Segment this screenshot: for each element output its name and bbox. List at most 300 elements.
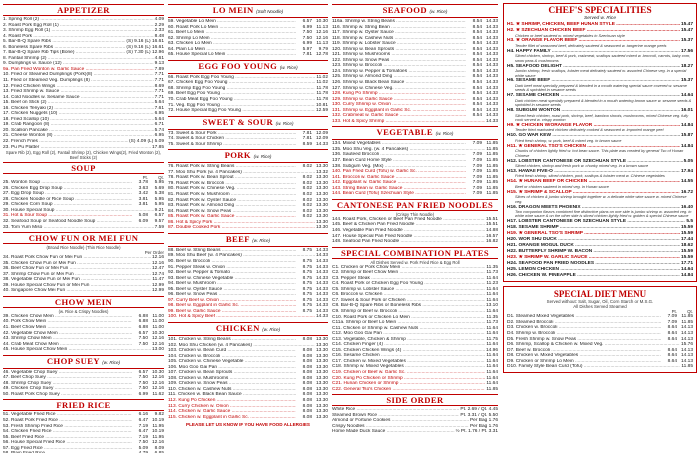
menu-item-price: 8.64 bbox=[667, 353, 677, 359]
menu-item-price-large: 14.33 bbox=[315, 264, 328, 270]
menu-item-name: 109. Chicken w. Snow Peas ..... bbox=[168, 381, 296, 387]
menu-item-price: 8.02 bbox=[302, 164, 312, 170]
section-title-lomein: LO MEIN (Soft Noodle) bbox=[168, 4, 328, 18]
menu-item-price-large: 5.69 bbox=[154, 185, 164, 191]
menu-item-name: 44. Crab Meat Chow Mein ..... bbox=[3, 342, 132, 348]
menu-item-price: 15.59 bbox=[680, 249, 693, 255]
chef-item bbox=[507, 123, 693, 133]
menu-item-price: 7.50 bbox=[138, 380, 148, 386]
chef-item bbox=[507, 64, 693, 78]
menu-item-name: 57. Egg Fried Rice ..... bbox=[3, 446, 132, 452]
vegetable-list bbox=[332, 141, 498, 196]
menu-item-name: 115. Chicken w. Eggplant in Garlic Sc. ..... bbox=[168, 415, 296, 421]
section-title-sweetsour: SWEET & SOUR (w. Rice) bbox=[168, 116, 328, 130]
menu-item-name: H25. LEMON CHICKEN ..... bbox=[507, 267, 680, 273]
menu-item-price-large: 5.95 bbox=[154, 180, 164, 186]
menu-item-name: 90. Beef w. Broccoli ..... bbox=[168, 259, 296, 265]
menu-item-price: 15.47 bbox=[680, 22, 693, 27]
menu-item-price-large: 12.16 bbox=[151, 336, 164, 342]
menu-item-price: 11.35 bbox=[486, 314, 498, 320]
menu-item-name: 62. Shrimp Lo Mein ..... bbox=[168, 36, 296, 42]
menu-item-name: 28. Chicken Noodle or Rice Soup ..... bbox=[3, 197, 132, 203]
menu-item-price: 8.75 bbox=[302, 281, 312, 287]
menu-item-name: 105. Chicken w. Chinese Vegetable ..... bbox=[168, 359, 296, 365]
menu-item-price: 7.50 bbox=[138, 386, 148, 392]
menu-item-price-large: 11.00 bbox=[152, 324, 164, 330]
menu-item-price: 11.64 bbox=[486, 358, 498, 364]
menu-item-name: 63. Chicken Lo Mein ..... bbox=[168, 41, 296, 47]
menu-item-price: 6.88 bbox=[138, 313, 148, 319]
sweetsour-list bbox=[168, 131, 328, 148]
menu-item-price-large: 11.85 bbox=[681, 314, 693, 320]
chef-item-description: Sliced fresh chicken, roast pork, shrimp, beef, bamboo shoots, mushrooms, mixed Chinese veg. fully cook served w. crispy wonton bbox=[515, 112, 689, 122]
menu-item-name: 87. Double Cooked Pork ..... bbox=[168, 225, 315, 231]
chef-item bbox=[507, 237, 693, 243]
cantonese-section bbox=[332, 199, 498, 245]
menu-item-name: C11a. Shrimp or Beef Lo Mein ..... bbox=[332, 320, 485, 326]
menu-item-name: 68. Shrimp Egg Foo Young ..... bbox=[168, 86, 315, 92]
menu-item-price: 8.64 bbox=[667, 358, 677, 364]
eggfoo-list bbox=[168, 75, 328, 114]
menu-item-price-large: 14.13 bbox=[680, 347, 693, 353]
menu-item-price: 7.09 bbox=[667, 314, 677, 320]
menu-item-name: D8. Chicken w. Mixed Vegetables ..... bbox=[507, 353, 661, 359]
menu-item-price: 6.47 bbox=[138, 429, 148, 435]
chopsuey-list bbox=[3, 370, 164, 398]
menu-item-price-large: 12.09 bbox=[315, 136, 328, 142]
menu-item-price: 8.75 bbox=[302, 258, 312, 264]
menu-item-name: C17. Chicken w. Mixed Vegetables ..... bbox=[332, 359, 485, 365]
chopsuey-section bbox=[3, 355, 164, 398]
menu-item-name: 94. Beef w. Mushroom ..... bbox=[168, 281, 296, 287]
menu-item-name: C22. General Tso's Chicken ..... bbox=[332, 387, 485, 393]
section-title-chicken: CHICKEN (w. Rice) bbox=[168, 322, 328, 336]
menu-item-price: 7.09 bbox=[472, 163, 482, 169]
menu-item-price: 11.64 bbox=[486, 364, 498, 370]
menu-item-name: H12. LOBSTER CANTONESE OR SZECHUAN STYLE ..... bbox=[507, 159, 683, 165]
menu-item-price-large: 13.30 bbox=[315, 364, 328, 370]
menu-item-price-large: 8.09 bbox=[154, 445, 164, 451]
menu-item-price: 7.81 bbox=[302, 52, 312, 58]
menu-item-price: 8.54 bbox=[472, 96, 482, 102]
menu-item-price: 14.84 bbox=[680, 273, 693, 279]
menu-item-name: C19. Chicken or Beef w. Garlic Sc. ..... bbox=[332, 370, 485, 376]
menu-item bbox=[3, 288, 164, 294]
menu-item-name: D3. Chicken w. Broccoli ..... bbox=[507, 325, 661, 331]
menu-item-name: 131. Shrimp w. Eggplant in Garlic Sc. ..... bbox=[332, 108, 466, 114]
menu-item-price: 13.30 bbox=[315, 225, 328, 231]
menu-item-name: 21. Cheese Wonton (8) ..... bbox=[3, 133, 154, 139]
menu-item-price-large: 14.33 bbox=[485, 80, 498, 86]
menu-item-price: 11.64 bbox=[486, 353, 498, 359]
menu-item-price: 11.47 bbox=[152, 277, 164, 283]
menu-item-price: 7.09 bbox=[472, 180, 482, 186]
menu-item-price-large: 12.09 bbox=[315, 130, 328, 136]
menu-item-name: 121. Shrimp w. Mushrooms ..... bbox=[332, 52, 466, 58]
menu-item-price-large: 12.16 bbox=[151, 341, 164, 347]
menu-item-price-large: 14.13 bbox=[680, 336, 693, 342]
menu-item-name: 65. House Special Lo Mein ..... bbox=[168, 52, 296, 58]
menu-item-price-large: 11.85 bbox=[486, 158, 498, 164]
menu-item-price: 13.10 bbox=[485, 303, 498, 309]
menu-item-price: 15.76 bbox=[680, 342, 693, 348]
menu-item-name: H8. SUBGUM WONTON ..... bbox=[507, 108, 680, 114]
menu-item-name: 11. Fried or Steamed Veg. Dumplings (8) ..... bbox=[3, 78, 154, 84]
menu-item-price-large: 13.30 bbox=[315, 375, 328, 381]
menu-item bbox=[507, 364, 693, 370]
menu-item-name: 23. Pu Pu Platter ..... bbox=[3, 145, 151, 151]
chef-item-description: Beef or chicken sauteed in mixed veg. in Hunan sauce bbox=[515, 183, 609, 189]
menu-item bbox=[507, 225, 693, 231]
menu-item-price-large: 12.78 bbox=[315, 52, 328, 58]
menu-item-price-large: 14.33 bbox=[485, 41, 498, 47]
menu-item-name: 108. Chicken w. Mushrooms ..... bbox=[168, 376, 296, 382]
menu-item-name: 22. French Fries ..... bbox=[3, 139, 128, 145]
menu-item-name: D9. Chicken or Shrimp Lo Mein ..... bbox=[507, 359, 661, 365]
menu-item-price: 8.75 bbox=[302, 297, 312, 303]
chowfun-perorder: Per Order bbox=[144, 250, 164, 256]
menu-item-name: 61. Beef Lo Mein ..... bbox=[168, 30, 296, 36]
menu-item-name: H4. HAPPY FAMILY ..... bbox=[507, 49, 680, 55]
menu-item bbox=[507, 255, 693, 261]
menu-item-price: 11.78 bbox=[316, 85, 328, 91]
section-title-combo: SPECIAL COMBINATION PLATES bbox=[332, 247, 498, 259]
menu-item-name: 143. String Bean w. Garlic Sauce ..... bbox=[332, 186, 466, 192]
menu-item-name: 73. Sweet & Sour Pork ..... bbox=[168, 131, 296, 137]
menu-item-name: 34. Roast Pork Chow Fun or Mei Fun ..... bbox=[3, 255, 151, 261]
menu-item-price: 8.08 bbox=[302, 397, 312, 403]
menu-item-price: 5.09 bbox=[138, 445, 148, 451]
menu-item-price: Pt. 2.69 / Qt. 4.45 bbox=[460, 407, 498, 413]
menu-item-name: 3. Shrimp Egg Roll (1) ..... bbox=[3, 28, 154, 34]
menu-item-price-large: 14.33 bbox=[485, 24, 498, 30]
menu-item-price: 5.97 bbox=[302, 46, 312, 52]
chef-item bbox=[507, 169, 693, 179]
menu-item-name: 66. Roast Pork Egg Foo Young ..... bbox=[168, 75, 315, 81]
menu-item-name: 9a. Pan Fried Wonton w. Garlic Sauce ..... bbox=[3, 67, 154, 73]
menu-item-name: 27. Egg Drop Soup ..... bbox=[3, 191, 132, 197]
section-title-side: SIDE ORDER bbox=[332, 394, 498, 406]
menu-item-name: 16. Chicken Teriyaki (2) ..... bbox=[3, 106, 154, 112]
menu-item-price: 14.64 bbox=[680, 267, 693, 273]
menu-item-name: D1. Steamed Mixed Vegetables ..... bbox=[507, 314, 661, 320]
menu-item-price: 4.09 bbox=[154, 17, 164, 22]
menu-item-price-large: 11.13 bbox=[316, 24, 328, 30]
menu-item-price: Per Bag 1.76 bbox=[469, 418, 498, 424]
menu-item-price: 11.23 bbox=[486, 281, 498, 287]
menu-item-name: 92. Beef w. Pepper & Tomato ..... bbox=[168, 270, 296, 276]
menu-item-price: 8.08 bbox=[302, 409, 312, 415]
menu-item-price: 7.50 bbox=[138, 336, 148, 342]
chef-item bbox=[507, 159, 693, 169]
menu-item-price: 8.08 bbox=[302, 364, 312, 370]
menu-item-name: 82. Roast Pork w. Oyster Sauce ..... bbox=[168, 198, 296, 204]
menu-item-name: 29. Chicken Corn Soup ..... bbox=[3, 202, 132, 208]
menu-item-name: D6. Shrimp, Scallop & Chicken w. Mixed Veg. ..... bbox=[507, 342, 680, 348]
section-title-appetizer: APPETIZER bbox=[3, 4, 164, 16]
chef-item-description: Fried fresh shrimp, w. pork, beef & mixed veg. in brown sauce bbox=[515, 137, 622, 143]
menu-item-price: 12.16 bbox=[151, 255, 164, 261]
section-title-soup: SOUP bbox=[3, 162, 164, 174]
chef-item bbox=[507, 243, 693, 249]
chowfun-list bbox=[3, 255, 164, 294]
menu-item-price: 4.61 bbox=[154, 55, 164, 61]
menu-item-price-large: 12.16 bbox=[151, 386, 164, 392]
menu-item-price: 16.72 bbox=[680, 189, 693, 195]
menu-item-price: 8.02 bbox=[302, 192, 312, 198]
chef-item-description: Dark chicken meat specially prepared & blended in a mouth watering brown sauce w. sesame seeds & sprinkled in sesame seeds bbox=[515, 97, 692, 108]
menu-item-price-large: 14.33 bbox=[485, 74, 498, 80]
menu-item-price: 8.75 bbox=[302, 308, 312, 314]
menu-item-price: 7.71 bbox=[154, 72, 164, 78]
menu-item-price-large: 14.33 bbox=[315, 292, 328, 298]
combo-list bbox=[332, 265, 498, 393]
menu-item-name: C11. Chicken or Shrimp w. Cashew Nuts ..... bbox=[332, 326, 485, 332]
chef-item-description: Jumbo shrimp, fresh scallops, lobster meat delicately sauteed w. assorted Chinese veg. in a special white sauce bbox=[515, 68, 687, 78]
menu-item-name: H18. SESAME SHRIMP ..... bbox=[507, 225, 680, 231]
menu-item-price: 7.59 bbox=[154, 224, 164, 230]
menu-item-price: 15.51 bbox=[485, 222, 498, 228]
menu-item-price: 6.57 bbox=[302, 19, 312, 24]
menu-item-price: 14.84 bbox=[680, 122, 693, 128]
chowfun-sub: (Broad Rice Noodle) (Thin Rice Noodle) bbox=[46, 245, 121, 251]
chef-item bbox=[507, 22, 693, 28]
section-title-chopsuey: CHOP SUEY (w. Rice) bbox=[3, 355, 164, 369]
menu-item-price: 16.40 bbox=[680, 204, 693, 210]
appetizer-list bbox=[3, 17, 164, 150]
menu-item-name: 51. Vegetable Fried Rice ..... bbox=[3, 412, 132, 418]
menu-item-name: 135. Moo Shu Veg. (w. 4 Pancakes) ..... bbox=[332, 147, 485, 153]
menu-item-price: 6.16 bbox=[138, 412, 148, 418]
menu-item-price-large: 14.33 bbox=[485, 30, 498, 36]
menu-item-price-large: 14.33 bbox=[485, 91, 498, 97]
menu-item-price: 8.54 bbox=[472, 35, 482, 41]
chef-item-description: Chicken or beef sauteed w. mixed vegetables in Szechuan style bbox=[515, 32, 625, 38]
menu-item-price: 9.21 bbox=[154, 207, 164, 213]
menu-item-price-large: 14.33 bbox=[485, 46, 498, 52]
menu-item-price: 7.09 bbox=[472, 158, 482, 164]
menu-item-name: 12. Fried Chicken Wings ..... bbox=[3, 84, 154, 90]
menu-item-name: 110. Chicken w. Cashew Nuts ..... bbox=[168, 387, 296, 393]
menu-item-name: 146. Vegetable Pan Fried Noodle ..... bbox=[332, 228, 485, 234]
menu-item-price: 8.08 bbox=[302, 392, 312, 398]
menu-item-price: 8.54 bbox=[472, 68, 482, 74]
menu-item-name: 30. House Special Soup ..... bbox=[3, 208, 154, 214]
menu-item-price: 14.88 bbox=[485, 227, 498, 233]
menu-item-price-large: 13.30 bbox=[315, 336, 328, 342]
menu-item bbox=[332, 387, 498, 393]
menu-item-price: 7.19 bbox=[138, 423, 148, 429]
menu-item-name: 102. Moo Shu Chicken (w. 4 Pancakes) ..... bbox=[168, 343, 315, 349]
menu-item-name: 122. Shrimp w. Snow Peas ..... bbox=[332, 58, 466, 64]
menu-item-name: 1. Spring Roll (2) ..... bbox=[3, 17, 154, 23]
menu-column-4 bbox=[503, 3, 697, 373]
diet-menu-sub1: Served without: Salt, Sugar, Oil, Corn Starch or M.S.G. bbox=[546, 299, 654, 305]
menu-item-price: 8.64 bbox=[667, 325, 677, 331]
menu-item-price: 8.54 bbox=[472, 63, 482, 69]
menu-item-name: 31. Hot & Sour Soup ..... bbox=[3, 213, 132, 219]
menu-item-name: 117. Shrimp w. Oyster Sauce ..... bbox=[332, 30, 466, 36]
menu-item-name: C13. Vegetable, Chicken & Shrimp ..... bbox=[332, 337, 485, 343]
menu-item-name: 148. Seafood Pan Fried Noodle ..... bbox=[332, 239, 485, 245]
menu-item-price: 11.64 bbox=[486, 292, 498, 298]
menu-item bbox=[507, 243, 693, 249]
diet-menu-title: SPECIAL DIET MENU bbox=[553, 289, 647, 300]
menu-item-price-large: 5.95 bbox=[154, 196, 164, 202]
menu-item-price: Per Bag 1.76 bbox=[469, 423, 498, 429]
menu-item-price: 11.64 bbox=[486, 308, 498, 314]
menu-item-price: 11.02 bbox=[316, 80, 328, 86]
menu-item-name: 88. Beef w. String Beans ..... bbox=[168, 248, 296, 254]
seafood-section bbox=[332, 4, 498, 124]
menu-item bbox=[3, 347, 164, 353]
menu-item-name: 128. Kung Po Shrimp ..... bbox=[332, 91, 466, 97]
menu-item-name: C3. Pepper Steak ..... bbox=[332, 276, 485, 282]
cantonese-list bbox=[332, 217, 498, 245]
chef-item bbox=[507, 144, 693, 158]
menu-item-price-large: 10.19 bbox=[151, 417, 164, 423]
menu-item-name: 114. Chicken w. Garlic Sauce ..... bbox=[168, 409, 296, 415]
menu-item-name: 145. Beef & Chicken Pan Fried Noodle ..... bbox=[332, 222, 485, 228]
section-title-beef: BEEF (w. Rice) bbox=[168, 233, 328, 247]
menu-item-name: 45. House Special Chow Mein ..... bbox=[3, 347, 151, 353]
menu-item-price: 8.08 bbox=[302, 414, 312, 420]
menu-item-name: Steamed Brown Rice ..... bbox=[332, 413, 459, 419]
chef-item bbox=[507, 231, 693, 237]
menu-item-price: 8.54 bbox=[472, 19, 482, 24]
menu-item-price-large: 9.79 bbox=[318, 46, 328, 52]
menu-item-price: 8.75 bbox=[302, 303, 312, 309]
menu-item-name: 147. House Special Pan Fried Noodle ..... bbox=[332, 234, 485, 240]
menu-item-price-large: 13.30 bbox=[315, 353, 328, 359]
menu-item-name: 81. Roast Pork w. Mushroom ..... bbox=[168, 192, 296, 198]
menu-item-price: 7.71 bbox=[154, 94, 164, 100]
menu-item-price: 2.29 bbox=[154, 22, 164, 28]
menu-item-name: 83. Roast Pork w. Almond Ding ..... bbox=[168, 203, 296, 209]
menu-item-price-large: 14.33 bbox=[315, 286, 328, 292]
menu-item-name: 5. Bar-B-Q Spare Ribs ..... bbox=[3, 39, 125, 45]
menu-item-price: 15.87 bbox=[680, 133, 693, 139]
menu-item-price: 9.13 bbox=[154, 61, 164, 67]
menu-item-name: 48. Shrimp Chop Suey ..... bbox=[3, 381, 132, 387]
menu-item-price-large: 14.33 bbox=[485, 63, 498, 69]
menu-item-name: 54. Chicken Fried Rice ..... bbox=[3, 429, 132, 435]
menu-item-name: H24. SEAFOOD PAN FRIED NOODLES ..... bbox=[507, 261, 680, 267]
menu-item-name: 35. Chicken Chow Fun or Mei Fun ..... bbox=[3, 261, 151, 267]
menu-item-name: 49. Chicken Chop Suey ..... bbox=[3, 386, 132, 392]
menu-item-price: 11.73 bbox=[486, 270, 498, 276]
menu-item-price: 8.75 bbox=[302, 270, 312, 276]
menu-item-name: 56. House Special Fried Rice ..... bbox=[3, 440, 132, 446]
section-title-vegetable: VEGETABLE (w. Rice) bbox=[332, 126, 498, 140]
menu-item-name: H21. ORANGE MOGUL DUCK ..... bbox=[507, 243, 680, 249]
menu-item-price: 17.94 bbox=[680, 168, 693, 174]
chef-item bbox=[507, 28, 693, 38]
chef-item-description: Tender fillet of seasoned beef, delicately sauteed & seasoned w. tangerine orange peels bbox=[515, 42, 667, 48]
menu-item-name: 60. Roast Pork Lo Mein ..... bbox=[168, 25, 296, 31]
menu-item-price: 17.71 bbox=[680, 261, 693, 267]
menu-item-name: 50. Roast Pork Chop Suey ..... bbox=[3, 392, 132, 398]
menu-item-name: 99. Beef w. Garlic Sauce ..... bbox=[168, 309, 296, 315]
menu-item-name: Almond or Fortune Cookies ..... bbox=[332, 418, 469, 424]
side-list bbox=[332, 407, 498, 435]
menu-item-name: 46. Vegetable Chop Suey ..... bbox=[3, 370, 132, 376]
menu-item-name: White Rice ..... bbox=[332, 407, 459, 413]
menu-item-price: 11.64 bbox=[486, 325, 498, 331]
menu-item-price-large: 14.13 bbox=[680, 325, 693, 331]
menu-item-price: 7.61 bbox=[154, 105, 164, 111]
diet-list bbox=[507, 314, 693, 369]
menu-item-price: 15.59 bbox=[680, 231, 693, 237]
menu-item-name: 14. Cold Noodles w. Sesame Sauce ..... bbox=[3, 95, 154, 101]
menu-item-price: 6.09 bbox=[138, 218, 148, 224]
menu-item bbox=[507, 219, 693, 225]
menu-item-price: 7.89 bbox=[154, 66, 164, 72]
menu-item-name: 134. Mixed Vegetables ..... bbox=[332, 141, 466, 147]
menu-item-price-large: 12.16 bbox=[315, 35, 328, 41]
menu-item-price-large: 13.30 bbox=[315, 409, 328, 415]
menu-item-name: D5. Fresh Shrimp w. Snow Peas ..... bbox=[507, 337, 661, 343]
menu-item-price: 13.30 bbox=[315, 342, 328, 348]
menu-item-name: C20. Kung Po Chicken or Shrimp ..... bbox=[332, 376, 485, 382]
chef-item bbox=[507, 93, 693, 107]
menu-item-price: 14.33 bbox=[315, 253, 328, 259]
menu-item bbox=[168, 415, 328, 421]
section-title-seafood: SEAFOOD (w. Rice) bbox=[332, 4, 498, 18]
menu-item-name: 15. Beef on Stick (2) ..... bbox=[3, 100, 154, 106]
chef-item bbox=[507, 133, 693, 143]
menu-item bbox=[507, 249, 693, 255]
menu-item-name: 80. Roast Pork w. Chinese Veg. ..... bbox=[168, 186, 296, 192]
chowmein-section bbox=[3, 296, 164, 353]
soup-section bbox=[3, 162, 164, 230]
pork-list bbox=[168, 164, 328, 231]
menu-item-name: 40. Singapore Chow Mei Fun ..... bbox=[3, 288, 151, 294]
menu-item-price-large: 6.57 bbox=[154, 213, 164, 219]
menu-item-price: 7.50 bbox=[138, 375, 148, 381]
menu-item-price: 6.95 bbox=[154, 133, 164, 139]
menu-item-name: 13. Fried Shrimp w. Sauce ..... bbox=[3, 89, 154, 95]
menu-item-price-large: 14.33 bbox=[485, 19, 498, 24]
pork-section bbox=[168, 149, 328, 231]
menu-item-name: C9. Shrimp or Beef w. Broccoli ..... bbox=[332, 309, 485, 315]
menu-item-name: D4. Shrimp w. Broccoli ..... bbox=[507, 331, 661, 337]
menu-item-price: 11.73 bbox=[486, 320, 498, 326]
chef-specialities-box bbox=[503, 3, 697, 282]
menu-item-price: 8.08 bbox=[302, 381, 312, 387]
menu-item-price-large: 11.95 bbox=[152, 434, 164, 440]
menu-item-name: D2. Steamed Broccoli ..... bbox=[507, 320, 661, 326]
menu-item-name: 32. Seafood Soup or Seafood Noodle Soup ..... bbox=[3, 219, 132, 225]
menu-item-price: 18.27 bbox=[680, 63, 693, 69]
menu-item-price: 7.09 bbox=[472, 152, 482, 158]
sweetsour-section bbox=[168, 116, 328, 148]
menu-item-price: 11.85 bbox=[486, 146, 498, 152]
menu-item-name: C10. Roast Pork or Chicken Lo Mein ..... bbox=[332, 315, 485, 321]
menu-item bbox=[168, 225, 328, 231]
menu-item-price: 6.57 bbox=[138, 330, 148, 336]
menu-item-price: 6.88 bbox=[138, 319, 148, 325]
menu-item-price-large: 11.00 bbox=[152, 319, 164, 325]
menu-item-name: 43. Shrimp Chow Mein ..... bbox=[3, 336, 132, 342]
chef-item-description: Two companion flavors combined fine distinctive plans on one side is jumbo shrimp w. assorted veg. in white wine sauce & on the other side is sliced chicken lightly fried w. golden & special Chinese sauce bbox=[515, 209, 692, 219]
menu-item-price: 5.5 bbox=[686, 219, 693, 225]
menu-item-price: 15.51 bbox=[485, 216, 498, 222]
menu-item bbox=[168, 142, 328, 148]
menu-item-price-large: 14.33 bbox=[315, 247, 328, 253]
menu-item-price: 7.19 bbox=[138, 434, 148, 440]
menu-item bbox=[332, 429, 498, 435]
